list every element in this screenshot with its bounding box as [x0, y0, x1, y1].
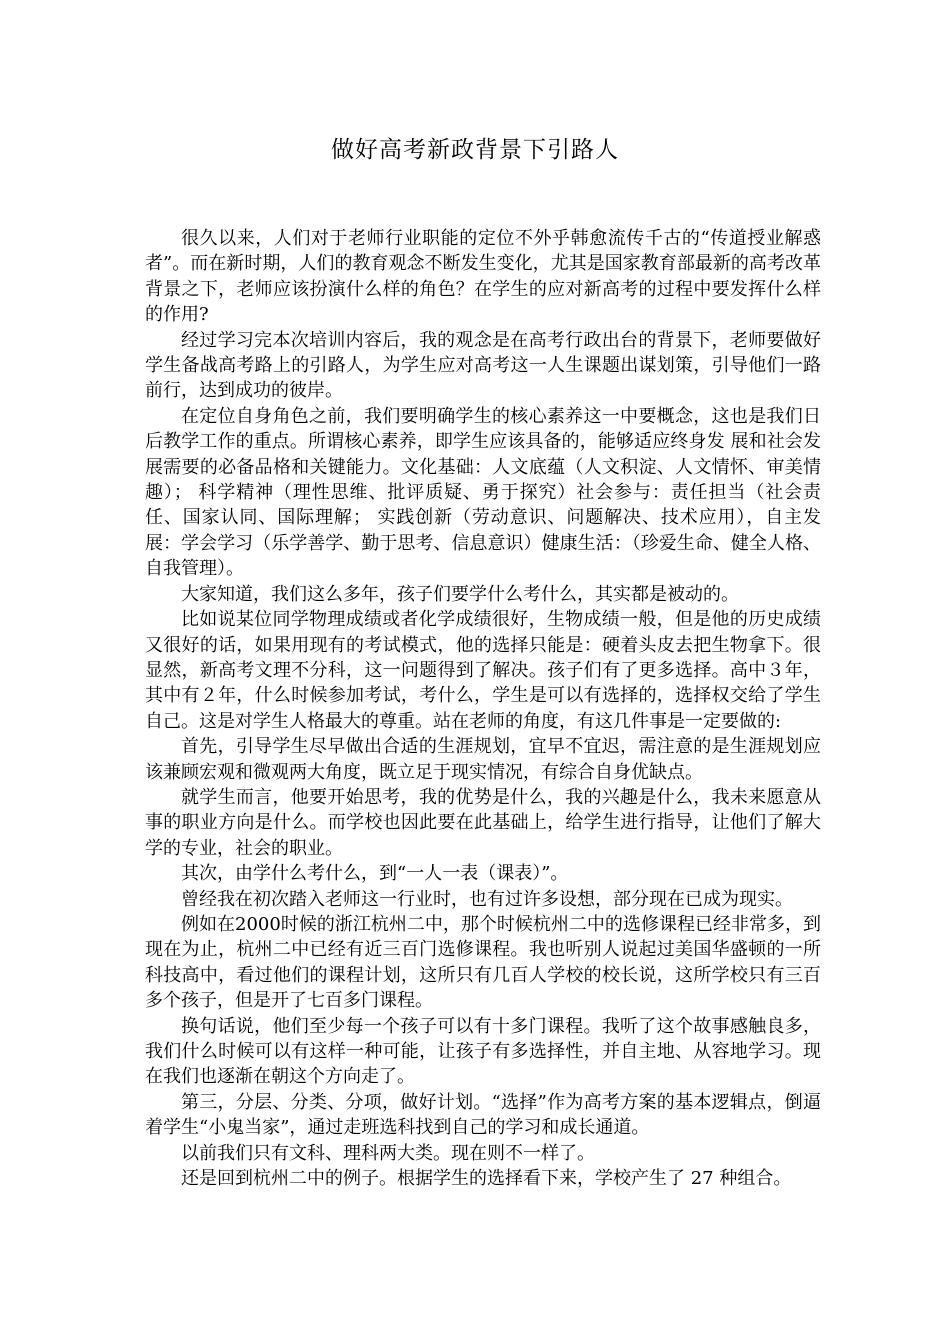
paragraph: 以前我们只有文科、理科两大类。现在则不一样了。	[181, 1142, 595, 1164]
paragraph: 曾经我在初次踏入老师这一行业时，也有过许多设想，部分现在已成为现实。	[181, 888, 793, 910]
paragraph: 首先，引导学生尽早做出合适的生涯规划，宜早不宜迟，需注意的是生涯规划应该兼顾宏观和微观两大角度，既立足于现实情况，有综合自身优缺点。	[145, 736, 821, 783]
paragraph: 第三，分层、分类、分项，做好计划。“选择”作为高考方案的基本逻辑点，倒逼着学生“小鬼当家”，通过走班选科找到自己的学习和成长通道。	[145, 1091, 821, 1139]
document-title: 做好高考新政背景下引路人	[331, 137, 619, 163]
paragraph: 很久以来，人们对于老师行业职能的定位不外乎韩愈流传千古的“传道授业解惑者”。而在新时期，人们的教育观念不断发生变化，尤其是国家教育部最新的高考改革背景之下，老师应该扮演什么样的角色？在学生的应对新高考的过程中要发挥什么样的作用?	[145, 228, 821, 326]
paragraph: 例如在2000时候的浙江杭州二中，那个时候杭州二中的选修课程已经非常多，到现在为止，杭州二中已经有近三百门选修课程。我也听别人说起过美国华盛顿的一所科技高中，看过他们的课程计划，这所只有几百人学校的校长说，这所学校只有三百多个孩子，但是开了七百多门课程。	[145, 913, 821, 1012]
document-body	[145, 226, 821, 1191]
paragraph: 其次，由学什么考什么，到“一人一表（课表）”。	[181, 863, 569, 885]
paragraph: 在定位自身角色之前，我们要明确学生的核心素养这一中要概念，这也是我们日后教学工作的重点。所谓核心素养，即学生应该具备的，能够适应终身发 展和社会发展需要的必备品格和关键能力。文化基础：人文底蕴（人文积淀、人文情怀、审美情趣）； 科学精神（理性思维、批评质疑、勇于探究）社会参与：责任担当（社会责任、国家认同、国际理解； 实践创新（劳动意识、问题解决、技术应用），自主发展：学会学习（乐学善学、勤于思考、信息意识）健康生活：（珍爱生命、健全人格、自我管理）。	[145, 405, 821, 580]
paragraph: 换句话说，他们至少每一个孩子可以有十多门课程。我听了这个故事感触良多，我们什么时候可以有这样一种可能，让孩子有多选择性，并自主地、从容地学习。现在我们也逐渐在朝这个方向走了。	[145, 1015, 821, 1088]
paragraph: 比如说某位同学物理成绩或者化学成绩很好，生物成绩一般，但是他的历史成绩又很好的话，如果用现有的考试模式，他的选择只能是：硬着头皮去把生物拿下。很显然，新高考文理不分科，这一问题得到了解决。孩子们有了更多选择。高中３年，其中有２年，什么时候参加考试，考什么，学生是可以有选择的，选择权交给了学生自己。这是对学生人格最大的尊重。站在老师的角度，有这几件事是一定要做的:	[145, 609, 821, 732]
paragraph: 还是回到杭州二中的例子。根据学生的选择看下来，学校产生了 27 种组合。	[181, 1168, 792, 1190]
paragraph: 经过学习完本次培训内容后，我的观念是在高考行政出台的背景下，老师要做好学生备战高考路上的引路人，为学生应对高考这一人生课题出谋划策，引导他们一路前行，达到成功的彼岸。	[145, 329, 821, 402]
paragraph: 就学生而言，他要开始思考，我的优势是什么，我的兴趣是什么，我未来愿意从事的职业方向是什么。而学校也因此要在此基础上，给学生进行指导，让他们了解大学的专业，社会的职业。	[145, 786, 821, 859]
paragraph: 大家知道，我们这么多年，孩子们要学什么考什么，其实都是被动的。	[181, 583, 739, 605]
